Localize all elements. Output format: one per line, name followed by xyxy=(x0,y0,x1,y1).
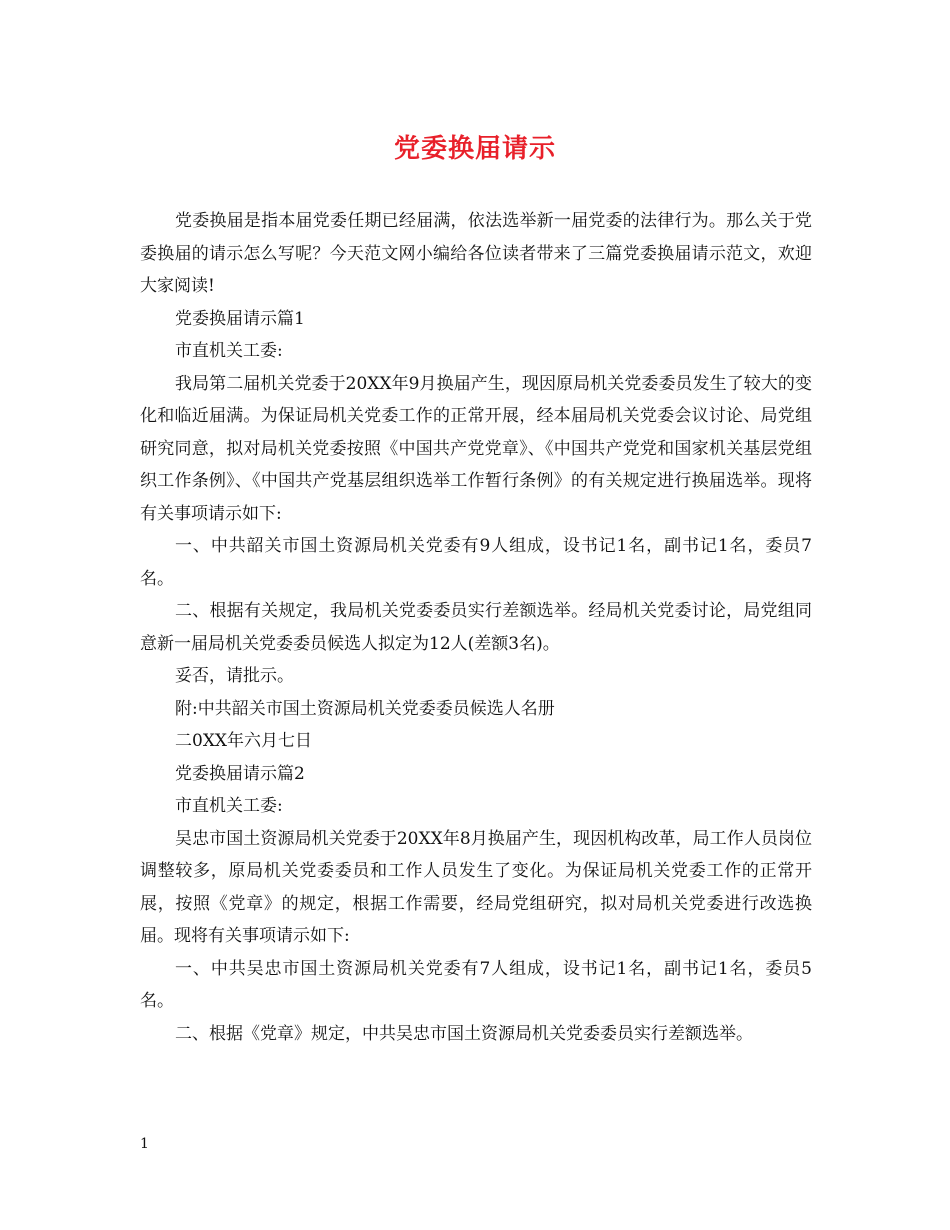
paragraph-item-1-2: 二、根据有关规定，我局机关党委委员实行差额选举。经局机关党委讨论，局党组同意新一届局机关党委委员候选人拟定为12人(差额3名)。 xyxy=(140,601,812,654)
date-line-1: 二0XX年六月七日 xyxy=(175,731,313,751)
recipient-line-2: 市直机关工委: xyxy=(175,796,283,816)
paragraph-body-2: 吴忠市国土资源局机关党委于20XX年8月换届产生，现因机构改革，局工作人员岗位调整较多，原局机关党委委员和工作人员发生了变化。为保证局机关党委工作的正常开展，按照《党章》的规定，根据工作需要，经局党组研究，拟对局机关党委进行改选换届。现将有关事项请示如下: xyxy=(140,828,812,946)
paragraph-item-2-2: 二、根据《党章》规定，中共吴忠市国土资源局机关党委委员实行差额选举。 xyxy=(175,1023,753,1044)
closing-line-1: 妥否，请批示。 xyxy=(175,666,294,686)
recipient-line-1: 市直机关工委: xyxy=(175,341,283,361)
document-title: 党委换届请示 xyxy=(393,134,556,164)
section-heading-2: 党委换届请示篇2 xyxy=(175,763,305,784)
attachment-line-1: 附:中共韶关市国土资源局机关党委委员候选人名册 xyxy=(175,698,555,719)
paragraph-item-2-1: 一、中共吴忠市国土资源局机关党委有7人组成，设书记1名，副书记1名，委员5名。 xyxy=(140,958,812,1011)
paragraph-intro: 党委换届是指本届党委任期已经届满，依法选举新一届党委的法律行为。那么关于党委换届的请示怎么写呢？今天范文网小编给各位读者带来了三篇党委换届请示范文，欢迎大家阅读! xyxy=(140,211,812,296)
document-body xyxy=(140,205,812,1050)
page-number: 1 xyxy=(140,1136,149,1152)
paragraph-body-1: 我局第二届机关党委于20XX年9月换届产生，现因原局机关党委委员发生了较大的变化和临近届满。为保证局机关党委工作的正常开展，经本届局机关党委会议讨论、局党组研究同意，拟对局机关党委按照《中国共产党党章》、《中国共产党党和国家机关基层党组织工作条例》、《中国共产党基层组织选举工作暂行条例》的有关规定进行换届选举。现将有关事项请示如下: xyxy=(140,373,812,524)
section-heading-1: 党委换届请示篇1 xyxy=(175,308,305,329)
paragraph-item-1-1: 一、中共韶关市国土资源局机关党委有9人组成，设书记1名，副书记1名，委员7名。 xyxy=(140,536,812,589)
